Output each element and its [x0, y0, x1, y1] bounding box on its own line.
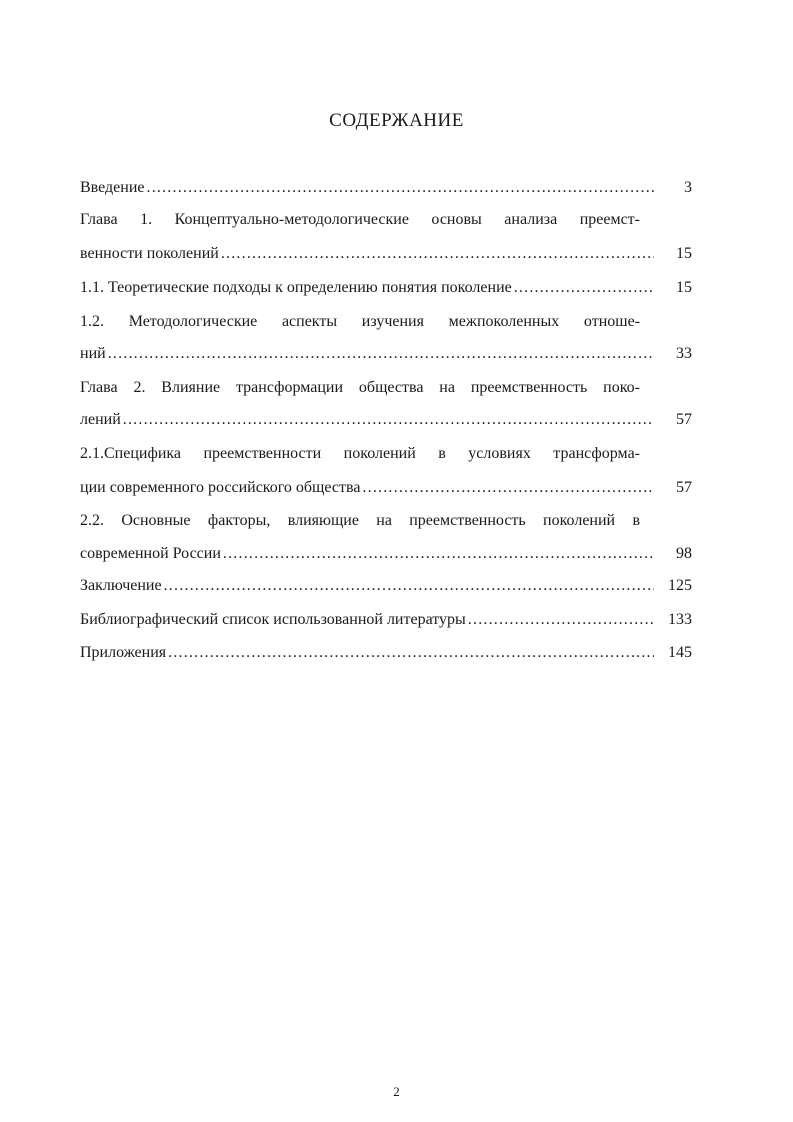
- toc-entry-chapter-2[interactable]: [80, 376, 692, 400]
- toc-entry-section-1-2[interactable]: [80, 310, 692, 334]
- dot-leader: [108, 342, 654, 366]
- toc-entry-chapter-1[interactable]: [80, 208, 692, 232]
- toc-page-number: 15: [676, 279, 692, 296]
- dot-leader: [123, 408, 654, 432]
- dot-leader: [362, 476, 654, 500]
- dot-leader: [168, 641, 654, 665]
- toc-entry-section-1-2-cont[interactable]: [80, 342, 692, 366]
- toc-entry-title: Заключение: [80, 577, 162, 594]
- toc-entry-title-line-2: лений: [80, 411, 121, 428]
- toc-entry-title-line-2: современной России: [80, 545, 221, 562]
- toc-entry-title-line-2: ции современного российского общества: [80, 479, 361, 496]
- toc-entry-title: Введение: [80, 179, 145, 196]
- toc-page-number: 33: [676, 345, 692, 362]
- toc-entry-section-1-1[interactable]: [80, 276, 692, 300]
- toc-entry-appendices[interactable]: [80, 641, 692, 665]
- dot-leader: [147, 176, 655, 200]
- toc-entry-title: Библиографический список использованной литературы: [80, 611, 466, 628]
- dot-leader: [468, 608, 654, 632]
- dot-leader: [221, 242, 654, 266]
- dot-leader: [164, 574, 654, 598]
- toc-entry-section-2-1[interactable]: [80, 442, 692, 466]
- toc-entry-title-line-1: 2.2. Основные факторы, влияющие на преемственность поколений в: [80, 512, 640, 529]
- toc-entry-title-line-1: 1.2. Методологические аспекты изучения межпоколенных отноше-: [80, 313, 640, 330]
- toc-page-number: 3: [684, 179, 692, 196]
- toc-entry-title-line-2: венности поколений: [80, 245, 219, 262]
- toc-entry-title: 1.1. Теоретические подходы к определению понятия поколение: [80, 279, 512, 296]
- toc-page-number: 125: [668, 577, 692, 594]
- toc-entry-bibliography[interactable]: [80, 608, 692, 632]
- toc-entry-chapter-2-cont[interactable]: [80, 408, 692, 432]
- toc-page-number: 145: [668, 644, 692, 661]
- toc-entry-title-line-2: ний: [80, 345, 106, 362]
- toc-entry-section-2-2-cont[interactable]: [80, 542, 692, 566]
- toc-entry-section-2-2[interactable]: [80, 509, 692, 533]
- toc-page-number: 57: [676, 479, 692, 496]
- dot-leader: [223, 542, 654, 566]
- page-number: 2: [393, 1084, 400, 1099]
- toc-entry-chapter-1-cont[interactable]: [80, 242, 692, 266]
- toc-entry-title: Приложения: [80, 644, 167, 661]
- toc-entry-title-line-1: Глава 2. Влияние трансформации общества на преемственность поко-: [80, 379, 640, 396]
- toc-entry-introduction[interactable]: [80, 176, 692, 200]
- toc-entry-title-line-1: 2.1.Специфика преемственности поколений в условиях трансформа-: [80, 445, 640, 462]
- toc-entry-title-line-1: Глава 1. Концептуально-методологические основы анализа преемст-: [80, 211, 640, 228]
- dot-leader: [514, 276, 654, 300]
- page-title: СОДЕРЖАНИЕ: [329, 110, 464, 131]
- toc-entry-conclusion[interactable]: [80, 574, 692, 598]
- toc-page-number: 15: [676, 245, 692, 262]
- toc-page-number: 133: [668, 611, 692, 628]
- toc-page-number: 57: [676, 411, 692, 428]
- toc-entry-section-2-1-cont[interactable]: [80, 476, 692, 500]
- toc-page-number: 98: [676, 545, 692, 562]
